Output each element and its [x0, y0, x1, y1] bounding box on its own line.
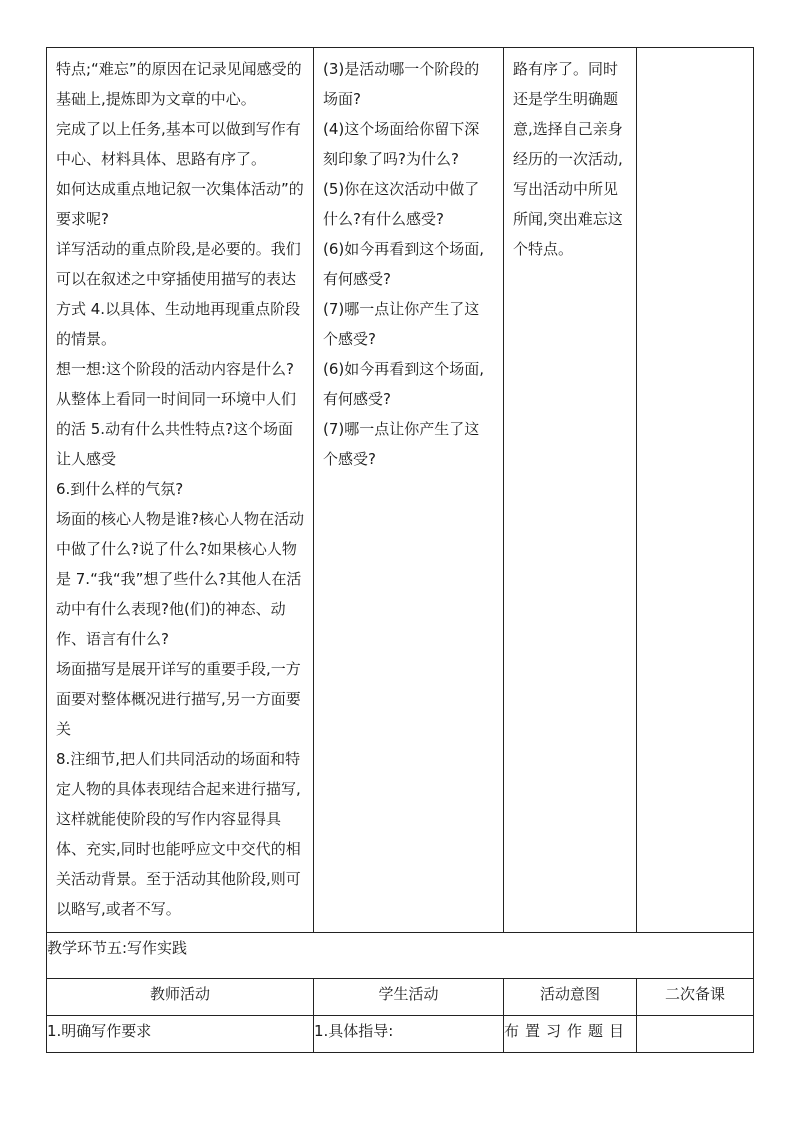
- activity-intent-cell: [504, 48, 637, 933]
- question-item: (7)哪一点让你产生了这个感受?: [323, 300, 480, 348]
- paragraph: 8.注细节,把人们共同活动的场面和特定人物的具体表现结合起来进行描写,这样就能使阶段的写作内容显得具体、充实,同时也能呼应文中交代的相关活动背景。至于活动其他阶段,则可以略写,或者不写。: [56, 750, 301, 918]
- paragraph: 场面描写是展开详写的重要手段,一方面要对整体概况进行描写,另一方面要关: [56, 660, 301, 738]
- question-item: (7)哪一点让你产生了这个感受?: [323, 420, 480, 468]
- content-row: [47, 48, 754, 933]
- header-teacher-activity: 教师活动: [47, 979, 314, 1016]
- question-item: (3)是活动哪一个阶段的场面?: [323, 60, 480, 108]
- header-activity-intent: 活动意图: [504, 979, 637, 1016]
- paragraph: 完成了以上任务,基本可以做到写作有中心、材料具体、思路有序了。: [56, 120, 301, 168]
- intent-text: 路有序了。同时还是学生明确题意,选择自己亲身经历的一次活动,写出活动中所见所闻,突出难忘这个特点。: [513, 60, 623, 258]
- table-row: [47, 1016, 754, 1053]
- header-second-prep: 二次备课: [637, 979, 754, 1016]
- paragraph: 想一想:这个阶段的活动内容是什么?从整体上看同一时间同一环境中人们的活 5.动有什么共性特点?这个场面让人感受: [56, 360, 297, 468]
- paragraph: 详写活动的重点阶段,是必要的。我们可以在叙述之中穿插使用描写的表达方式 4.以具体、生动地再现重点阶段的情景。: [56, 240, 301, 348]
- question-item: (5)你在这次活动中做了什么?有什么感受?: [323, 180, 480, 228]
- section-row: [47, 933, 754, 979]
- question-item: (6)如今再看到这个场面,有何感受?: [323, 360, 485, 408]
- teacher-activity-cell: [47, 48, 314, 933]
- paragraph: 如何达成重点地记叙一次集体活动”的要求呢?: [56, 180, 304, 228]
- paragraph: 特点;“难忘”的原因在记录见闻感受的基础上,提炼即为文章的中心。: [56, 60, 302, 108]
- question-item: (6)如今再看到这个场面,有何感受?: [323, 240, 485, 288]
- question-item: (4)这个场面给你留下深刻印象了吗?为什么?: [323, 120, 480, 168]
- intent-step: 布置习作题目: [504, 1016, 637, 1053]
- second-prep-step: [637, 1016, 754, 1053]
- second-prep-cell: [637, 48, 754, 933]
- paragraph: 6.到什么样的气氛?: [56, 480, 184, 498]
- student-step: 1.具体指导:: [314, 1016, 504, 1053]
- section-title: 教学环节五:写作实践: [47, 933, 754, 979]
- header-row: [47, 979, 754, 1016]
- header-student-activity: 学生活动: [314, 979, 504, 1016]
- paragraph: 场面的核心人物是谁?核心人物在活动中做了什么?说了什么?如果核心人物是 7.“我“我”想了些什么?其他人在活动中有什么表现?他(们)的神态、动作、语言有什么?: [56, 510, 304, 648]
- lesson-plan-table: [46, 47, 754, 1053]
- teacher-step: 1.明确写作要求: [47, 1016, 314, 1053]
- student-activity-cell: [314, 48, 504, 933]
